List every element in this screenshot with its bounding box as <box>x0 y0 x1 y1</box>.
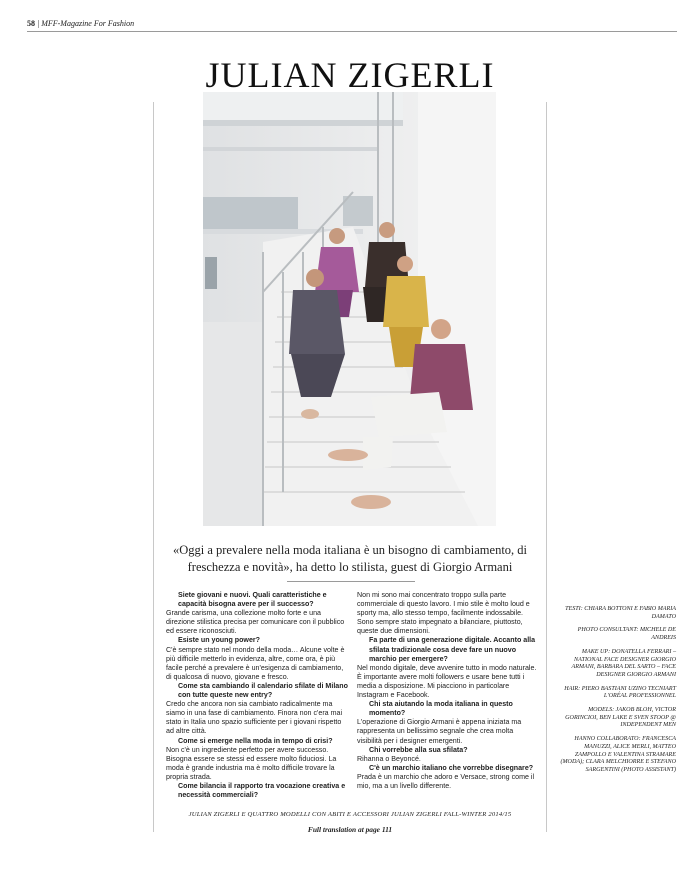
ceiling <box>203 92 403 122</box>
photo-illustration <box>203 92 496 526</box>
answer: Prada è un marchio che adoro e Versace, strong come il mio, ma a un livello differente. <box>357 772 535 790</box>
question: Chi sta aiutando la moda italiana in questo momento? <box>369 700 513 718</box>
question: Come si emerge nella moda in tempo di crisi? <box>178 736 333 745</box>
credit-hair: HAIR: PIERO BASTIANI UZINO TECNIART L'ORÉAL PROFESSIONNEL <box>564 685 676 700</box>
question: Esiste un young power? <box>178 636 260 645</box>
upper-beam <box>203 147 378 151</box>
credit-models: MODELS: JAKOB BLOH, VICTOR GORINCIOI, BEN LAKE E SVEN STOOP @ INDEPENDENT MEN <box>565 707 676 729</box>
question: Fa parte di una generazione digitale. Accanto alla sfilata tradizionale cosa deve fare un nuovo marchio per emergere? <box>369 636 536 663</box>
interview-column-1 <box>166 591 348 800</box>
magazine-name: MFF-Magazine For Fashion <box>41 19 135 28</box>
answer: C'è sempre stato nel mondo della moda… Alcune volte è più difficile metterlo in evidenza, altre, come ora, è più facile perché a prevalere è un'esigenza di cambiamento, di qualcosa di nuovo, giovane e fresco. <box>166 645 345 681</box>
frame-line-right <box>546 102 547 832</box>
floor <box>203 322 263 526</box>
interview-column-2 <box>357 591 539 791</box>
frame-line-left <box>153 102 154 832</box>
credit-makeup: MAKE UP: DONATELLA FERRARI – NATIONAL FACE DESIGNER GIORGIO ARMANI, BARBARA DEL SARTO – FACE DESIGNER GIORGIO ARMANI <box>571 648 676 678</box>
answer: Nel mondo digitale, deve avvenire tutto in modo naturale. È importante avere molti followers e usare bene tutti i media a disposizione. Mi piacciono in particolare Instagram e Facebook. <box>357 663 537 700</box>
header-separator: | <box>37 19 42 28</box>
question: Chi vorrebbe alla sua sfilata? <box>369 745 468 754</box>
answer: Non c'è un ingrediente perfetto per avere successo. Bisogna essere se stessi ed essere molto fiduciosi. La moda è grande industria ma è molto difficile trovare la propria strada. <box>166 745 337 781</box>
question: C'è un marchio italiano che vorrebbe disegnare? <box>369 763 534 772</box>
credit-photo: PHOTO CONSULTANT: MICHELE DE ANDREIS <box>577 627 676 642</box>
answer: Grande carisma, una collezione molto forte e una direzione stilistica precisa per comunicare con il pubblico ed essere riconosciuti. <box>166 609 345 636</box>
question: Come sta cambiando il calendario sfilate di Milano con tutte queste new entry? <box>178 681 348 700</box>
credit-texts: TESTI: CHIARA BOTTONI E FABIO MARIA DAMATO <box>565 606 676 620</box>
window-right <box>343 196 373 226</box>
header-rule <box>27 31 677 32</box>
quote-rule <box>287 581 415 582</box>
question: Siete giovani e nuovi. Quali caratteristiche e capacità bisogna avere per il successo? <box>178 591 327 609</box>
page-number: 58 <box>27 19 35 28</box>
window-upper <box>203 197 298 231</box>
credit-collaborators: HANNO COLLABORATO: FRANCESCA MANUZZI, ALICE MERLI, MATTEO ZAMPOLLO E VALENTINA STRAMARE (MODA); CLARA MELCHIORRE E STEFANO SARGENTINI (PHOTO ASSISTANT) <box>560 736 676 773</box>
pull-quote: «Oggi a prevalere nella moda italiana è un bisogno di cambiamento, di freschezza e novità», ha detto lo stilista, guest di Giorgio Armani <box>172 543 528 574</box>
answer: Rihanna o Beyoncé. <box>357 754 421 763</box>
question: Come bilancia il rapporto tra vocazione creativa e necessità commerciali? <box>178 781 346 800</box>
answer: Non mi sono mai concentrato troppo sulla parte commerciale di questo lavoro. I mio stile è molto loud e sporty ma, allo stesso tempo, facilmente indossabile. Sono sempre stato impegnato a bilanciare, piuttosto, queste due dimensioni. <box>357 591 530 636</box>
ceiling-beam <box>203 120 403 126</box>
credits-sidebar <box>556 606 676 781</box>
fashion-photo <box>203 92 496 526</box>
article-title: JULIAN ZIGERLI <box>205 55 495 95</box>
translation-note: Full translation at page 111 <box>307 825 393 834</box>
answer: Credo che ancora non sia cambiato radicalmente ma siamo in una fase di cambiamento. Finora non c'era mai stato in Italia uno spazio sufficiente per i giovani rispetto ad altre città. <box>166 700 343 736</box>
photo-caption: JULIAN ZIGERLI E QUATTRO MODELLI CON ABITI E ACCESSORI JULIAN ZIGERLI FALL-WINTER 2014/15 <box>188 811 512 818</box>
window-left <box>205 257 217 289</box>
answer: L'operazione di Giorgio Armani è appena iniziata ma rappresenta un bellissimo segnale che crea molta visibilità per i designer emergenti. <box>357 718 522 745</box>
